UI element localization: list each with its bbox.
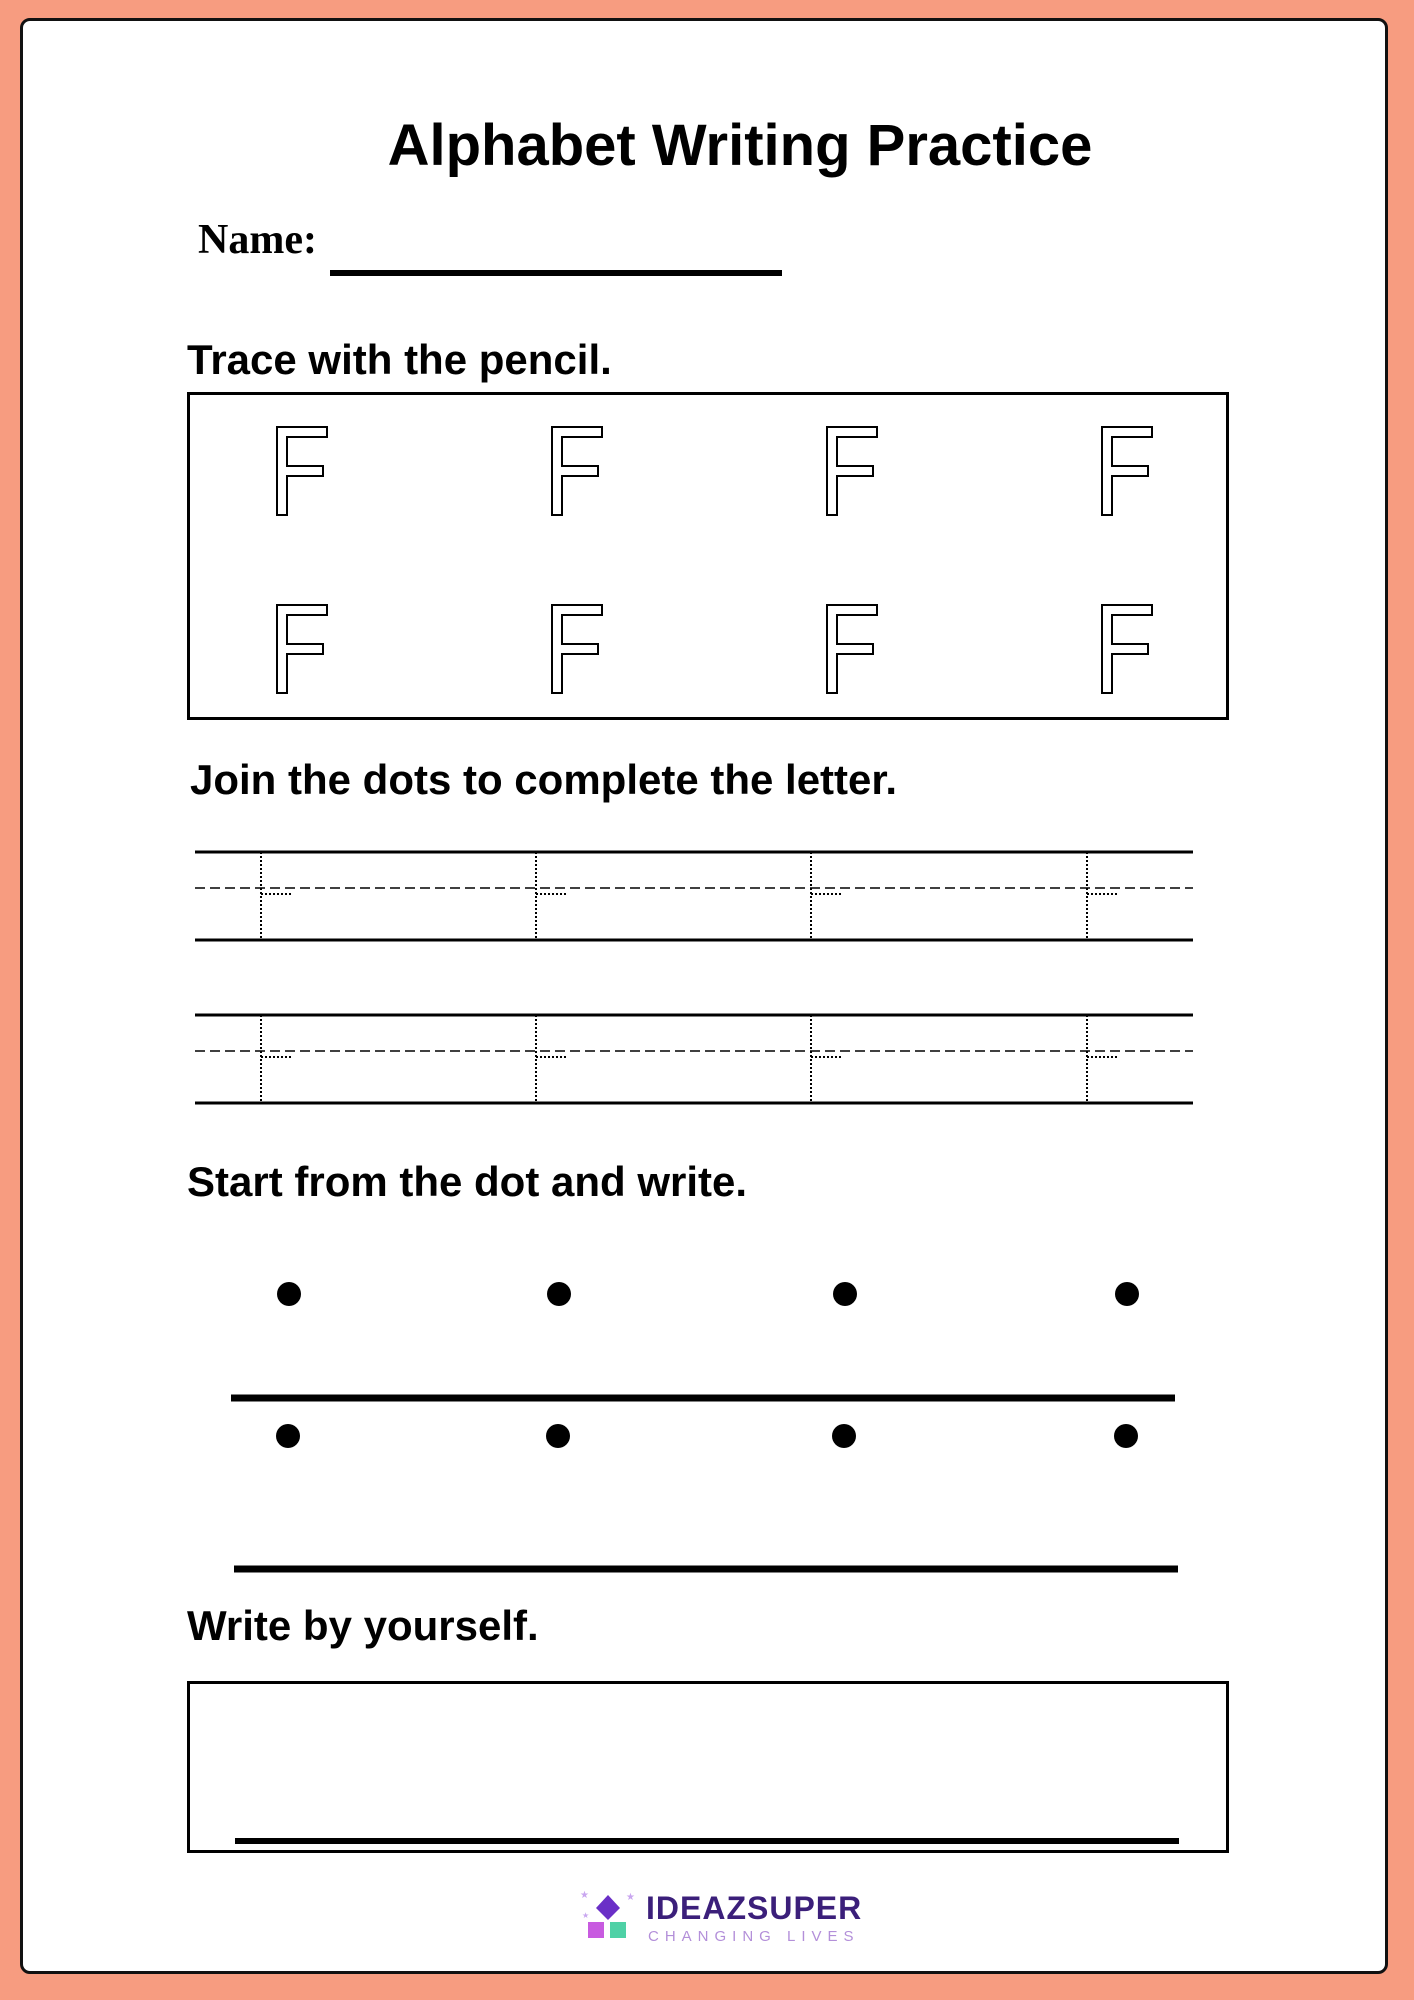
brand-logo	[578, 1890, 878, 1950]
name-label: Name:	[198, 217, 317, 263]
section-heading-start: Start from the dot and write.	[187, 1158, 748, 1205]
start-dot	[1115, 1282, 1139, 1306]
start-dot	[547, 1282, 571, 1306]
svg-text:★: ★	[580, 1890, 589, 1901]
start-dot	[277, 1282, 301, 1306]
write-box[interactable]	[187, 1681, 1229, 1853]
section-heading-trace: Trace with the pencil.	[187, 336, 612, 383]
start-dot	[546, 1424, 570, 1448]
start-dot	[832, 1424, 856, 1448]
start-dot	[276, 1424, 300, 1448]
section-heading-join: Join the dots to complete the letter.	[190, 756, 898, 803]
logo-icon	[578, 1890, 648, 1950]
logo-name: IDEAZSUPER	[646, 1890, 863, 1926]
start-dot	[1114, 1424, 1138, 1448]
svg-text:★: ★	[626, 1892, 635, 1903]
write-baseline	[235, 1838, 1179, 1844]
start-dot	[833, 1282, 857, 1306]
section-heading-write: Write by yourself.	[187, 1602, 539, 1649]
page-title: Alphabet Writing Practice	[387, 113, 1093, 178]
svg-text:★: ★	[582, 1911, 590, 1920]
logo-tagline: CHANGING LIVES	[648, 1928, 860, 1945]
